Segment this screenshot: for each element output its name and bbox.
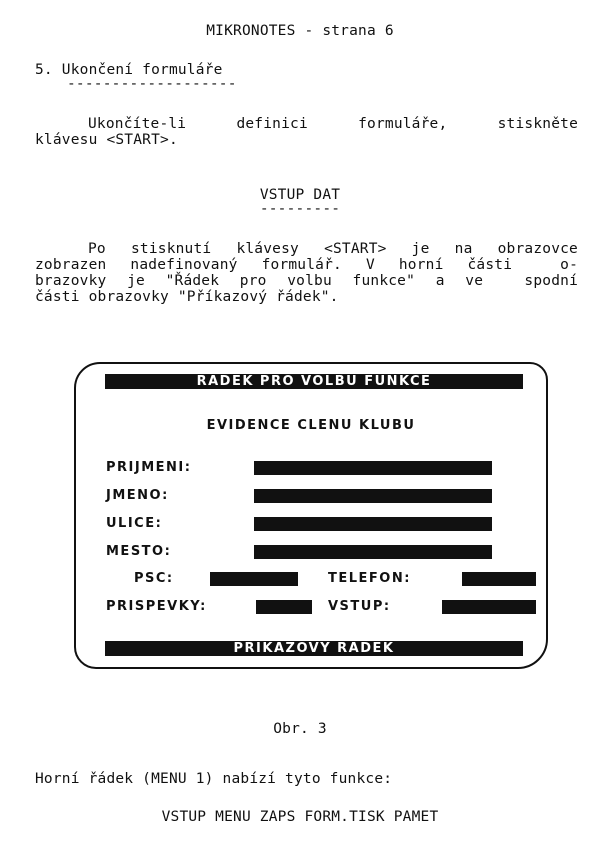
paragraph-1-line-1: Ukončíte-li definici formuláře, stiskněte [88, 116, 578, 132]
label-prijmeni: PRIJMENI: [106, 460, 192, 475]
label-vstup: VSTUP: [328, 599, 391, 614]
paragraph-2-line-1: Po stisknutí klávesy <START> je na obrazovce [88, 241, 578, 257]
screen-illustration [74, 362, 548, 669]
paragraph-1-line-2: klávesu <START>. [35, 132, 178, 148]
paragraph-2-line-3: brazovky je "Řádek pro volbu funkce" a ve spodní [35, 273, 578, 289]
section-title: 5. Ukončení formuláře [35, 62, 223, 78]
field-psc [210, 572, 298, 586]
subheading-underline: --------- [259, 201, 341, 217]
command-row-bar: PRIKAZOVY RADEK [105, 641, 523, 656]
label-telefon: TELEFON: [328, 571, 411, 586]
field-jmeno [254, 489, 492, 503]
function-row-bar: RADEK PRO VOLBU FUNKCE [105, 374, 523, 389]
field-mesto [254, 545, 492, 559]
menu-items: VSTUP MENU ZAPS FORM.TISK PAMET [161, 809, 439, 825]
field-vstup [442, 600, 536, 614]
label-psc: PSC: [134, 571, 174, 586]
page-header: MIKRONOTES - strana 6 [206, 23, 394, 39]
field-telefon [462, 572, 536, 586]
label-mesto: MESTO: [106, 544, 172, 559]
field-prijmeni [254, 461, 492, 475]
form-title: EVIDENCE CLENU KLUBU [206, 418, 416, 433]
subheading-title: VSTUP DAT [259, 187, 341, 203]
field-prispevky [256, 600, 312, 614]
label-prispevky: PRISPEVKY: [106, 599, 207, 614]
label-ulice: ULICE: [106, 516, 163, 531]
figure-caption: Obr. 3 [273, 721, 327, 737]
menu-intro: Horní řádek (MENU 1) nabízí tyto funkce: [35, 771, 393, 787]
paragraph-2-line-4: části obrazovky "Příkazový řádek". [35, 289, 339, 305]
section-title-underline: ------------------- [67, 76, 237, 92]
field-ulice [254, 517, 492, 531]
label-jmeno: JMENO: [106, 488, 169, 503]
paragraph-2-line-2: zobrazen nadefinovaný formulář. V horní části o- [35, 257, 578, 273]
